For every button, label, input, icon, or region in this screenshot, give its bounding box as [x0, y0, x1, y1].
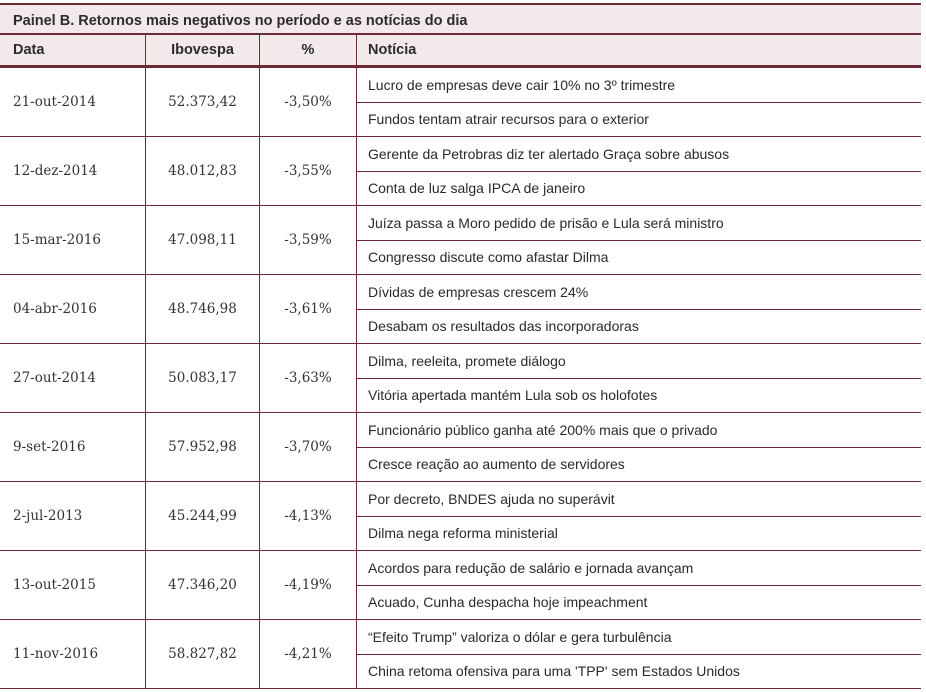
header-percent: % — [259, 35, 356, 65]
table-row — [0, 275, 921, 344]
news-headline: China retoma ofensiva para uma 'TPP' sem Estados Unidos — [368, 663, 740, 680]
news-headline: Cresce reação ao aumento de servidores — [368, 456, 625, 473]
news-headline: Lucro de empresas deve cair 10% no 3º trimestre — [357, 68, 921, 103]
cell-date: 27-out-2014 — [13, 370, 96, 386]
cell-date: 9-set-2016 — [13, 439, 86, 455]
cell-ibovespa: 48.012,83 — [145, 137, 259, 205]
table-row — [0, 344, 921, 413]
cell-date: 21-out-2014 — [13, 94, 96, 110]
cell-ibovespa: 47.098,11 — [145, 206, 259, 274]
news-headline: Vitória apertada mantém Lula sob os holofotes — [368, 387, 658, 404]
news-headline: Juíza passa a Moro pedido de prisão e Lula será ministro — [357, 206, 921, 241]
news-headline: Gerente da Petrobras diz ter alertado Graça sobre abusos — [357, 137, 921, 172]
panel-title: Painel B. Retornos mais negativos no período e as notícias do dia — [0, 3, 921, 35]
news-headline: Congresso discute como afastar Dilma — [368, 249, 609, 266]
news-headline: Fundos tentam atrair recursos para o exterior — [368, 111, 649, 128]
cell-percent: -4,13% — [259, 482, 356, 550]
cell-percent: -3,50% — [259, 68, 356, 136]
cell-ibovespa: 45.244,99 — [145, 482, 259, 550]
cell-date: 04-abr-2016 — [13, 301, 97, 317]
news-headline: Desabam os resultados das incorporadoras — [368, 318, 639, 335]
table-header — [0, 35, 921, 68]
cell-percent: -3,70% — [259, 413, 356, 481]
news-headline: Funcionário público ganha até 200% mais que o privado — [357, 413, 921, 448]
cell-ibovespa: 58.827,82 — [145, 620, 259, 688]
cell-percent: -3,61% — [259, 275, 356, 343]
news-headline: Dilma nega reforma ministerial — [368, 525, 558, 542]
cell-percent: -3,59% — [259, 206, 356, 274]
table-row — [0, 137, 921, 206]
cell-date: 12-dez-2014 — [13, 163, 98, 179]
cell-news — [356, 275, 921, 343]
table-row — [0, 413, 921, 482]
cell-news — [356, 344, 921, 412]
cell-percent: -3,63% — [259, 344, 356, 412]
cell-ibovespa: 48.746,98 — [145, 275, 259, 343]
news-headline: Dilma, reeleita, promete diálogo — [357, 344, 921, 379]
cell-date: 15-mar-2016 — [13, 232, 101, 248]
news-headline: Acordos para redução de salário e jornada avançam — [357, 551, 921, 586]
news-headline: Conta de luz salga IPCA de janeiro — [368, 180, 586, 197]
cell-date: 11-nov-2016 — [13, 646, 99, 662]
cell-date: 2-jul-2013 — [13, 508, 83, 524]
news-headline: Acuado, Cunha despacha hoje impeachment — [368, 594, 648, 611]
news-headline: Dívidas de empresas crescem 24% — [357, 275, 921, 310]
cell-news — [356, 68, 921, 136]
table-row — [0, 620, 921, 689]
header-ibovespa: Ibovespa — [145, 35, 259, 65]
news-headline: “Efeito Trump” valoriza o dólar e gera turbulência — [357, 620, 921, 655]
cell-ibovespa: 57.952,98 — [145, 413, 259, 481]
returns-news-table — [0, 3, 921, 689]
news-headline: Por decreto, BNDES ajuda no superávit — [357, 482, 921, 517]
cell-ibovespa: 50.083,17 — [145, 344, 259, 412]
cell-percent: -4,19% — [259, 551, 356, 619]
cell-news — [356, 551, 921, 619]
cell-news — [356, 482, 921, 550]
table-row — [0, 68, 921, 137]
header-date: Data — [13, 42, 45, 58]
cell-ibovespa: 52.373,42 — [145, 68, 259, 136]
table-row — [0, 551, 921, 620]
table-row — [0, 206, 921, 275]
cell-percent: -3,55% — [259, 137, 356, 205]
cell-news — [356, 137, 921, 205]
cell-news — [356, 620, 921, 688]
cell-news — [356, 413, 921, 481]
cell-date: 13-out-2015 — [13, 577, 96, 593]
header-news: Notícia — [356, 35, 921, 65]
cell-ibovespa: 47.346,20 — [145, 551, 259, 619]
cell-percent: -4,21% — [259, 620, 356, 688]
cell-news — [356, 206, 921, 274]
table-row — [0, 482, 921, 551]
